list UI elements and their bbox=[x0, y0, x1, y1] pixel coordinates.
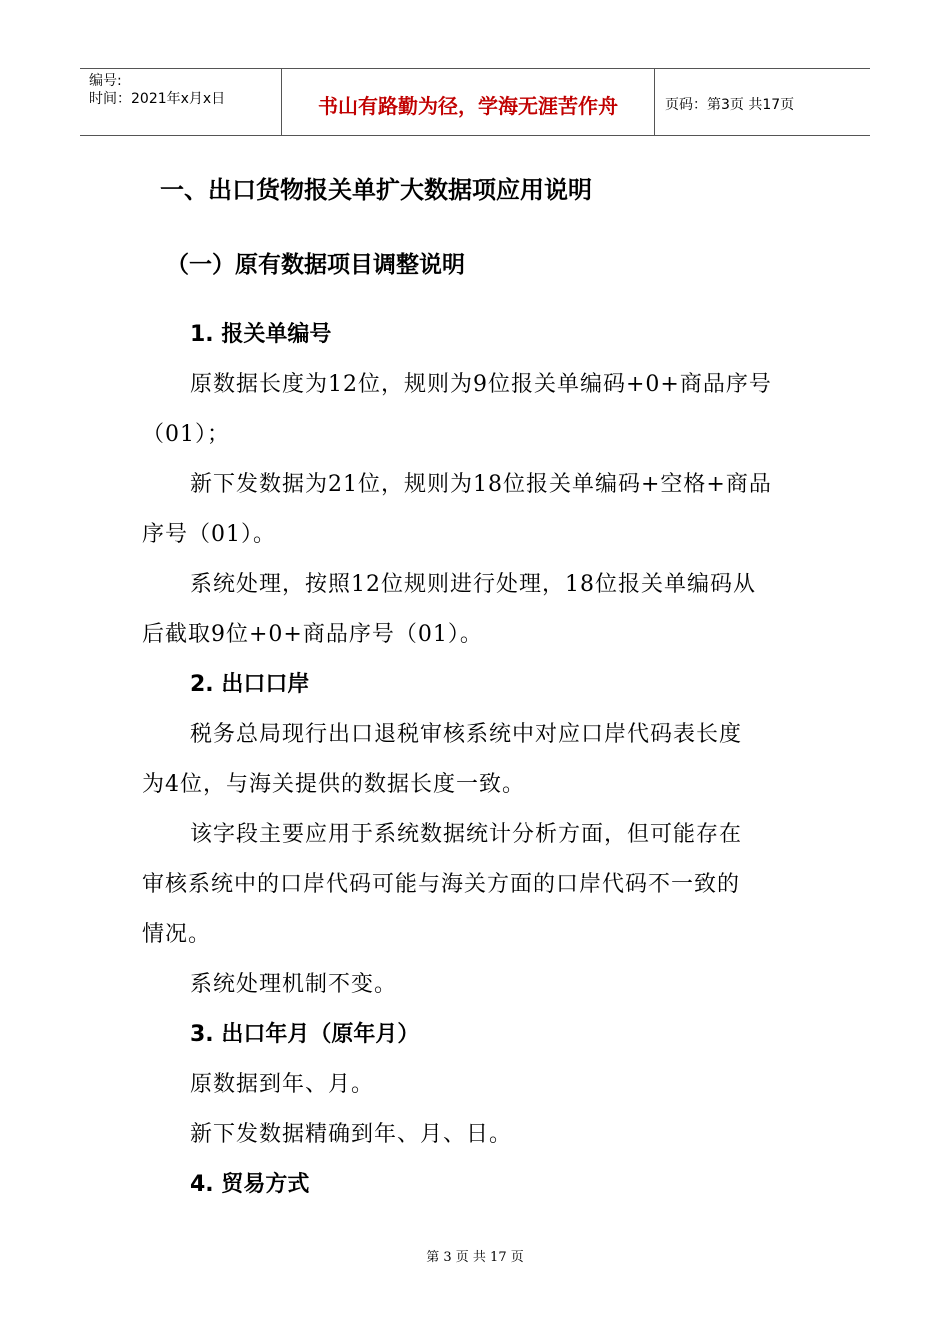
paragraph-line: 原数据到年、月。 bbox=[190, 1072, 375, 1097]
header-page-info: 页码：第3页 共17页 bbox=[665, 97, 795, 113]
heading-trade-mode: 4. 贸易方式 bbox=[190, 1172, 310, 1197]
paragraph-line: 序号（01）。 bbox=[142, 522, 276, 547]
paragraph-line: 原数据长度为12位，规则为9位报关单编码+0+商品序号 bbox=[190, 372, 772, 397]
heading-export-port: 2. 出口口岸 bbox=[190, 672, 310, 697]
page-footer: 第 3 页 共 17 页 bbox=[426, 1250, 524, 1265]
paragraph-line: 新下发数据精确到年、月、日。 bbox=[190, 1122, 513, 1147]
paragraph-line: （01）； bbox=[142, 422, 230, 447]
heading-declaration-number: 1. 报关单编号 bbox=[190, 322, 332, 347]
paragraph-line: 情况。 bbox=[142, 922, 212, 947]
subsection-title: （一）原有数据项目调整说明 bbox=[166, 252, 465, 278]
paragraph-line: 后截取9位+0+商品序号（01）。 bbox=[142, 622, 483, 647]
header-meta-cell bbox=[80, 69, 282, 135]
document-number-label: 编号: bbox=[89, 73, 122, 89]
document-date-label: 时间：2021年x月x日 bbox=[89, 91, 226, 107]
paragraph-line: 系统处理机制不变。 bbox=[190, 972, 398, 997]
page-header bbox=[80, 68, 870, 136]
paragraph-line: 审核系统中的口岸代码可能与海关方面的口岸代码不一致的 bbox=[142, 872, 741, 897]
header-motto: 书山有路勤为径，学海无涯苦作舟 bbox=[282, 69, 655, 135]
paragraph-line: 该字段主要应用于系统数据统计分析方面，但可能存在 bbox=[190, 822, 743, 847]
paragraph-line: 为4位，与海关提供的数据长度一致。 bbox=[142, 772, 525, 797]
heading-export-year-month: 3. 出口年月（原年月） bbox=[190, 1022, 420, 1047]
section-title: 一、出口货物报关单扩大数据项应用说明 bbox=[160, 176, 592, 204]
paragraph-line: 新下发数据为21位，规则为18位报关单编码+空格+商品 bbox=[190, 472, 772, 497]
paragraph-line: 税务总局现行出口退税审核系统中对应口岸代码表长度 bbox=[190, 722, 743, 747]
paragraph-line: 系统处理，按照12位规则进行处理，18位报关单编码从 bbox=[190, 572, 756, 597]
